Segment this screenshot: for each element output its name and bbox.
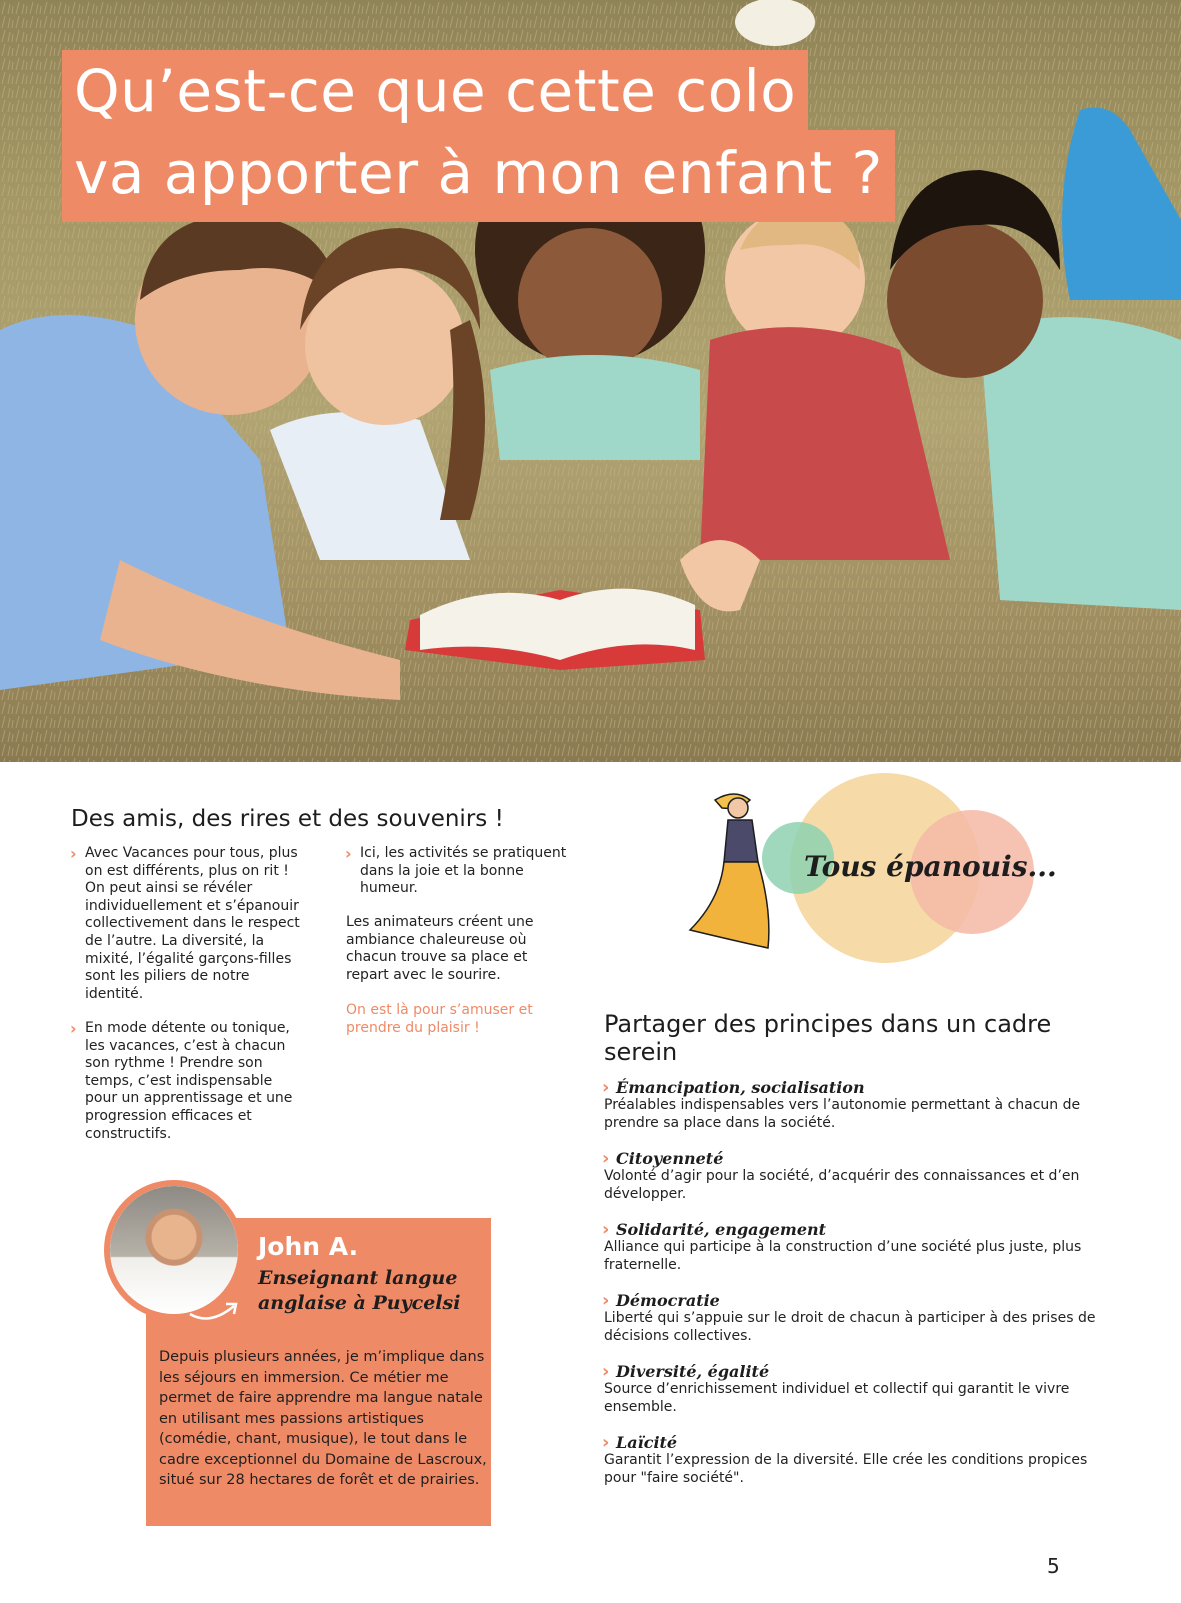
chevron-right-icon: › <box>602 1361 610 1382</box>
curved-arrow-icon <box>186 1292 246 1328</box>
paragraph-text: Avec Vacances pour tous, plus on est différents, plus on rit ! On peut ainsi se révéler individuellement et s’épanouir collectivement dans le respect de l’autre. La diversité, la mixité, l’égalité garçons-filles sont les piliers de notre identité. <box>85 845 300 1002</box>
paragraph-text: En mode détente ou tonique, les vacances, c’est à chacun son rythme ! Prendre son temps, c’est indispensable pour un apprentissage et une progression efficaces et constructifs. <box>85 1020 293 1142</box>
principle-title: Solidarité, engagement <box>616 1220 827 1239</box>
principle-title: Citoyenneté <box>616 1149 724 1168</box>
paragraph-animators: Les animateurs créent une ambiance chaleureuse où chacun trouve sa place et repart avec le sourire. <box>346 914 534 983</box>
principle-desc: Volonté d’agir pour la société, d’acquérir des connaissances et d’en développer. <box>604 1168 1080 1202</box>
hero-title-line-2: va apporter à mon enfant ? <box>62 130 895 222</box>
principle-title: Laïcité <box>616 1433 678 1452</box>
page-number: 5 <box>1047 1554 1060 1578</box>
principle-desc: Liberté qui s’appuie sur le droit de chacun à participer à des prises de décisions collectives. <box>604 1310 1096 1344</box>
chevron-right-icon: › <box>70 1019 77 1038</box>
section-heading-principles: Partager des principes dans un cadre serein <box>604 1010 1052 1066</box>
paragraph-text: Ici, les activités se pratiquent dans la joie et la bonne humeur. <box>360 845 567 897</box>
principle-solidarite <box>604 1220 1109 1274</box>
chevron-right-icon: › <box>602 1077 610 1098</box>
woman-figure-icon <box>690 794 769 948</box>
principle-diversite <box>604 1362 1109 1416</box>
paragraph-diversity <box>70 844 303 1003</box>
principle-desc: Source d’enrichissement individuel et collectif qui garantit le vivre ensemble. <box>604 1381 1070 1415</box>
paragraph-fun: On est là pour s’amuser et prendre du plaisir ! <box>346 1002 533 1036</box>
principle-democratie <box>604 1291 1109 1345</box>
principle-emancipation <box>604 1078 1109 1132</box>
chevron-right-icon: › <box>602 1219 610 1240</box>
principle-desc: Préalables indispensables vers l’autonomie permettant à chacun de prendre sa place dans la société. <box>604 1097 1081 1131</box>
chevron-right-icon: › <box>70 844 77 863</box>
principle-laicite <box>604 1433 1109 1487</box>
chevron-right-icon: › <box>602 1290 610 1311</box>
chevron-right-icon: › <box>602 1148 610 1169</box>
section-heading-friends: Des amis, des rires et des souvenirs ! <box>71 806 504 832</box>
hero-photo <box>0 0 1181 762</box>
testimonial-text: Depuis plusieurs années, je m’implique dans les séjours en immersion. Ce métier me permet de faire apprendre ma langue natale en utilisant mes passions artistiques (comédie, chant, musique), le tout dans le cadre exceptionnel du Domaine de Lascroux, situé sur 28 hectares de forêt et de prairies. <box>159 1349 487 1488</box>
chevron-right-icon: › <box>602 1432 610 1453</box>
principle-title: Émancipation, socialisation <box>616 1078 865 1097</box>
paragraph-activities <box>345 844 585 898</box>
paragraph-rhythm <box>70 1019 305 1143</box>
principle-title: Diversité, égalité <box>616 1362 770 1381</box>
hero-title-line-1: Qu’est-ce que cette colo <box>62 50 808 132</box>
chevron-right-icon: › <box>345 844 352 863</box>
principle-citoyennete <box>604 1149 1109 1203</box>
principle-desc: Alliance qui participe à la construction d’une société plus juste, plus fraternelle. <box>604 1239 1082 1273</box>
principle-desc: Garantit l’expression de la diversité. Elle crée les conditions propices pour "faire société". <box>604 1452 1088 1486</box>
principle-title: Démocratie <box>616 1291 720 1310</box>
testimonial-name: John A. <box>258 1232 359 1261</box>
venn-label: Tous épanouis... <box>804 850 1057 883</box>
testimonial-role: Enseignant langue anglaise à Puycelsi <box>258 1267 461 1314</box>
